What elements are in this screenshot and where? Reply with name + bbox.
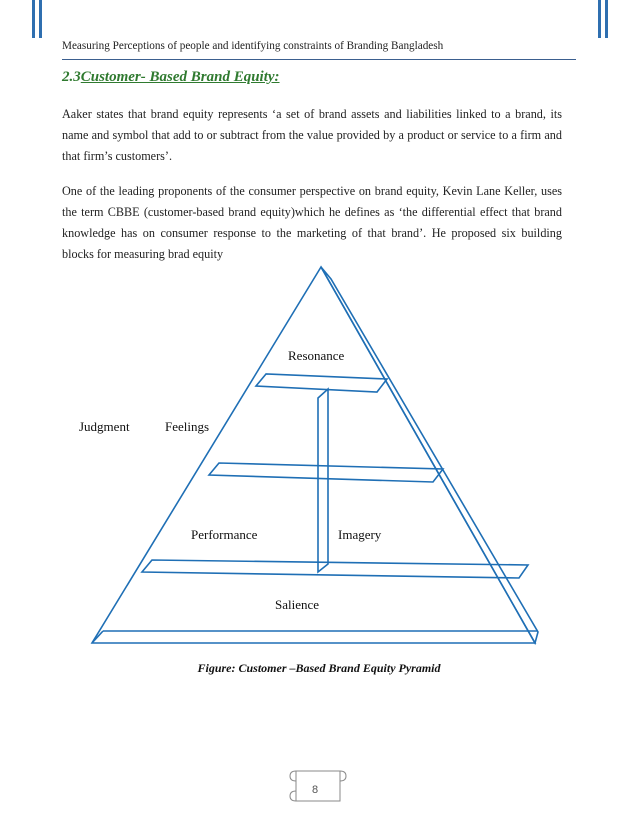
label-feelings: Feelings — [165, 419, 210, 434]
pyramid-middle-band — [209, 463, 443, 482]
label-salience: Salience — [275, 597, 320, 612]
label-resonance: Resonance — [288, 348, 345, 363]
pyramid-top-band — [256, 374, 387, 392]
label-performance: Performance — [191, 527, 258, 542]
pyramid-lower-band — [142, 560, 528, 578]
section-title: Customer- Based Brand Equity: — [80, 69, 280, 85]
page-number: 8 — [312, 784, 319, 796]
label-imagery: Imagery — [338, 527, 382, 542]
pyramid-vertical-divider — [318, 389, 328, 572]
section-number: 2.3 — [62, 69, 81, 85]
figure-caption: Figure: Customer –Based Brand Equity Pyramid — [197, 661, 441, 675]
pyramid-front-face — [92, 267, 535, 643]
running-header: Measuring Perceptions of people and identifying constraints of Branding Bangladesh — [62, 40, 444, 52]
paragraph-keller: One of the leading proponents of the consumer perspective on brand equity, Kevin Lane Keller, uses the term CBBE (customer-based brand equity)which he defines as ‘the differential effect that brand knowledge has on consumer response to the marketing of that brand’. He proposed six building blocks for measuring brad equity — [62, 184, 562, 261]
label-judgment: Judgment — [79, 419, 130, 434]
paragraph-aaker: Aaker states that brand equity represents ‘a set of brand assets and liabilities linked to a brand, its name and symbol that add to or subtract from the value provided by a product or service to a firm and that firm’s customers’. — [62, 107, 562, 163]
pyramid-side-face — [321, 267, 538, 643]
